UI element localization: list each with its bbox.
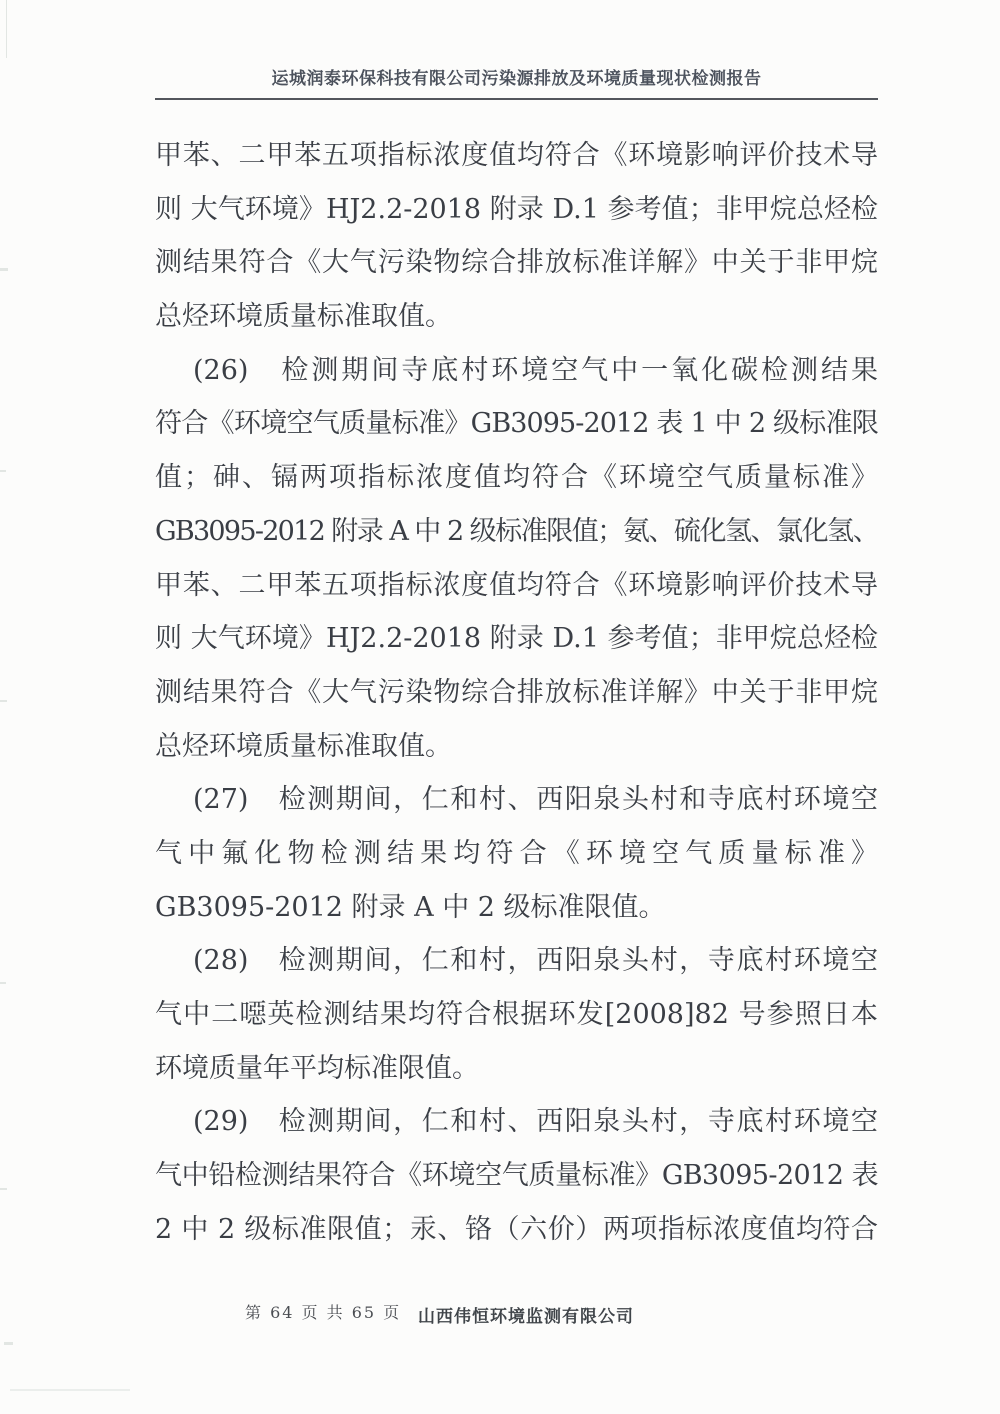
scan-artifact	[6, 0, 7, 58]
text-line: 气中铅检测结果符合《环境空气质量标准》GB3095-2012 表	[155, 1160, 878, 1192]
text-line: (27) 检测期间，仁和村、西阳泉头村和寺底村环境空	[193, 784, 878, 816]
page-footer	[155, 1300, 878, 1330]
text-line: 测结果符合《大气污染物综合排放标准详解》中关于非甲烷	[155, 247, 878, 279]
text-line: 气中二噁英检测结果均符合根据环发[2008]82 号参照日本	[155, 999, 878, 1030]
text-line: 则 大气环境》HJ2.2-2018 附录 D.1 参考值；非甲烷总烃检	[155, 623, 878, 655]
text-line: 2 中 2 级标准限值；汞、铬（六价）两项指标浓度值均符合	[155, 1213, 878, 1245]
text-line: GB3095-2012 附录 A 中 2 级标准限值；氨、硫化氢、氯化氢、	[155, 515, 878, 547]
document-body	[155, 129, 878, 1256]
scan-artifact	[0, 700, 7, 702]
text-line: (29) 检测期间，仁和村、西阳泉头村，寺底村环境空	[193, 1106, 878, 1138]
header-title: 运城润泰环保科技有限公司污染源排放及环境质量现状检测报告	[271, 69, 762, 89]
scan-artifact	[0, 1188, 7, 1190]
footer-company-name: 山西伟恒环境监测有限公司	[418, 1307, 634, 1327]
text-line: (28) 检测期间，仁和村，西阳泉头村，寺底村环境空	[193, 945, 878, 977]
text-line: 甲苯、二甲苯五项指标浓度值均符合《环境影响评价技术导	[155, 569, 878, 601]
footer-page-number: 第 64 页 共 65 页	[245, 1303, 402, 1322]
page-header	[155, 64, 878, 100]
text-line: 气中氟化物检测结果均符合《环境空气质量标准》	[155, 837, 878, 869]
scan-artifact	[0, 470, 6, 472]
scan-artifact	[0, 982, 6, 984]
text-line: GB3095-2012 附录 A 中 2 级标准限值。	[155, 891, 666, 923]
text-line: 总烃环境质量标准取值。	[155, 301, 452, 333]
text-line: 环境质量年平均标准限值。	[155, 1052, 479, 1084]
text-line: 测结果符合《大气污染物综合排放标准详解》中关于非甲烷	[155, 676, 878, 708]
scan-artifact	[0, 268, 8, 271]
text-line: 甲苯、二甲苯五项指标浓度值均符合《环境影响评价技术导	[155, 140, 878, 171]
text-line: (26) 检测期间寺底村环境空气中一氧化碳检测结果	[193, 354, 878, 386]
scan-artifact	[4, 1342, 13, 1345]
text-line: 值；砷、镉两项指标浓度值均符合《环境空气质量标准》	[155, 462, 878, 494]
text-line: 总烃环境质量标准取值。	[155, 730, 452, 762]
text-line: 符合《环境空气质量标准》GB3095-2012 表 1 中 2 级标准限	[155, 408, 878, 440]
scan-artifact	[10, 1389, 130, 1391]
text-line: 则 大气环境》HJ2.2-2018 附录 D.1 参考值；非甲烷总烃检	[155, 193, 878, 225]
